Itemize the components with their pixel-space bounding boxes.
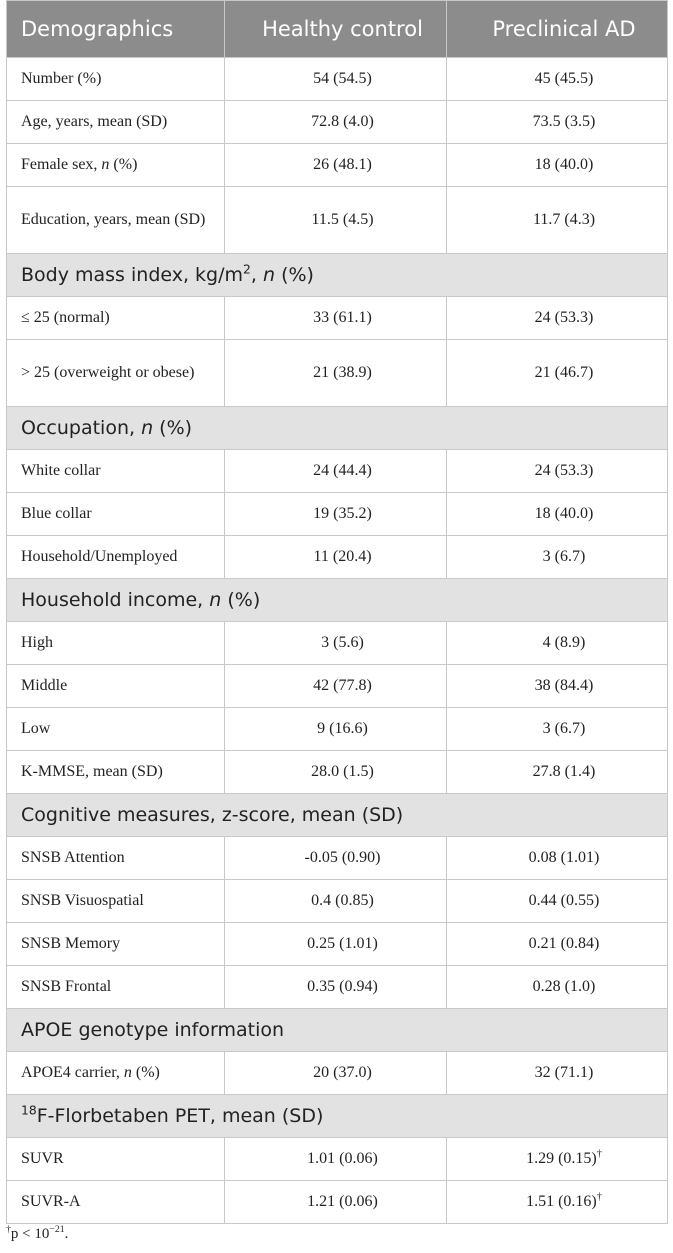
healthy-control-value: 11.5 (4.5) [225,187,447,254]
label-text: (%) [109,156,138,173]
table-footnote [6,1226,68,1243]
preclinical-ad-value: 45 (45.5) [447,58,668,101]
footnote-text: p < 10 [10,1226,50,1242]
superscript: 18 [21,1103,37,1118]
section-row-pet [7,1095,668,1138]
row-label: High [7,622,225,665]
section-title [7,579,668,622]
table-row [7,665,668,708]
row-label: SNSB Frontal [7,966,225,1009]
section-text: Household income, [21,589,210,611]
section-title: Cognitive measures, z-score, mean (SD) [7,794,668,837]
table-row [7,101,668,144]
dagger-mark: † [596,1148,602,1160]
table-row [7,297,668,340]
healthy-control-value: 0.4 (0.85) [225,880,447,923]
row-label: ≤ 25 (normal) [7,297,225,340]
header-preclinical-ad: Preclinical AD [447,1,668,58]
preclinical-ad-value: 3 (6.7) [447,708,668,751]
preclinical-ad-value: 21 (46.7) [447,340,668,407]
section-title [7,1095,668,1138]
table-row [7,923,668,966]
healthy-control-value: 26 (48.1) [225,144,447,187]
section-text: , [250,264,263,286]
section-italic-n: n [262,264,276,286]
table-row [7,58,668,101]
preclinical-ad-value: 0.08 (1.01) [447,837,668,880]
table-row [7,1181,668,1224]
table-row [7,966,668,1009]
label-italic-n: n [123,1064,132,1081]
section-row-bmi [7,254,668,297]
preclinical-ad-value [447,1181,668,1224]
section-italic-n: n [209,589,222,611]
row-label: SUVR [7,1138,225,1181]
preclinical-ad-value [447,1138,668,1181]
header-healthy-control: Healthy control [225,1,447,58]
preclinical-ad-value: 0.28 (1.0) [447,966,668,1009]
dagger-mark: † [6,1224,11,1235]
section-title [7,407,668,450]
healthy-control-value: 3 (5.6) [225,622,447,665]
table-row [7,536,668,579]
section-row-occupation [7,407,668,450]
preclinical-ad-value: 24 (53.3) [447,450,668,493]
preclinical-ad-value: 11.7 (4.3) [447,187,668,254]
demographics-table [6,0,668,1224]
section-title: APOE genotype information [7,1009,668,1052]
preclinical-ad-value: 24 (53.3) [447,297,668,340]
row-label: SNSB Visuospatial [7,880,225,923]
table-row [7,1138,668,1181]
section-title [7,254,668,297]
healthy-control-value: 9 (16.6) [225,708,447,751]
row-label: Number (%) [7,58,225,101]
row-label: Blue collar [7,493,225,536]
healthy-control-value: 28.0 (1.5) [225,751,447,794]
healthy-control-value: 0.25 (1.01) [225,923,447,966]
healthy-control-value: 1.01 (0.06) [225,1138,447,1181]
section-text: (%) [153,417,193,439]
value-text: 1.29 (0.15) [526,1150,597,1167]
footnote-text: . [64,1226,69,1242]
healthy-control-value: 20 (37.0) [225,1052,447,1095]
section-row-cognitive [7,794,668,837]
table-row [7,187,668,254]
row-label: Household/Unemployed [7,536,225,579]
healthy-control-value: 19 (35.2) [225,493,447,536]
section-text: (%) [221,589,261,611]
row-label: Age, years, mean (SD) [7,101,225,144]
row-label: SNSB Memory [7,923,225,966]
healthy-control-value: -0.05 (0.90) [225,837,447,880]
table-row [7,622,668,665]
preclinical-ad-value: 18 (40.0) [447,493,668,536]
dagger-mark: † [596,1191,602,1203]
section-text: (%) [275,264,314,286]
preclinical-ad-value: 18 (40.0) [447,144,668,187]
healthy-control-value: 54 (54.5) [225,58,447,101]
table-row [7,880,668,923]
table-row [7,1052,668,1095]
table-row [7,708,668,751]
row-label [7,1052,225,1095]
section-text: Occupation, [21,417,142,439]
row-label: Education, years, mean (SD) [7,187,225,254]
healthy-control-value: 33 (61.1) [225,297,447,340]
superscript: 2 [243,262,251,277]
preclinical-ad-value: 38 (84.4) [447,665,668,708]
section-row-apoe [7,1009,668,1052]
preclinical-ad-value: 27.8 (1.4) [447,751,668,794]
healthy-control-value: 42 (77.8) [225,665,447,708]
footnote-exponent: −21 [49,1224,65,1235]
healthy-control-value: 0.35 (0.94) [225,966,447,1009]
healthy-control-value: 24 (44.4) [225,450,447,493]
preclinical-ad-value: 4 (8.9) [447,622,668,665]
table-header-row [7,1,668,58]
table-row [7,340,668,407]
healthy-control-value: 1.21 (0.06) [225,1181,447,1224]
row-label [7,144,225,187]
preclinical-ad-value: 73.5 (3.5) [447,101,668,144]
row-label: > 25 (overweight or obese) [7,340,225,407]
value-text: 1.51 (0.16) [526,1193,597,1210]
header-demographics: Demographics [7,1,225,58]
table-row [7,751,668,794]
row-label: K-MMSE, mean (SD) [7,751,225,794]
preclinical-ad-value: 3 (6.7) [447,536,668,579]
section-text: Body mass index, kg/m [21,264,244,286]
preclinical-ad-value: 32 (71.1) [447,1052,668,1095]
section-italic-n: n [141,417,154,439]
table-row [7,493,668,536]
row-label: SUVR-A [7,1181,225,1224]
label-text: (%) [131,1064,160,1081]
preclinical-ad-value: 0.44 (0.55) [447,880,668,923]
healthy-control-value: 11 (20.4) [225,536,447,579]
healthy-control-value: 21 (38.9) [225,340,447,407]
section-text: F-Florbetaben PET, mean (SD) [36,1105,324,1127]
table-row [7,144,668,187]
row-label: White collar [7,450,225,493]
table-row [7,837,668,880]
row-label: Middle [7,665,225,708]
row-label: SNSB Attention [7,837,225,880]
healthy-control-value: 72.8 (4.0) [225,101,447,144]
label-text: APOE4 carrier, [21,1064,124,1081]
section-row-income [7,579,668,622]
table-row [7,450,668,493]
label-text: Female sex, [21,156,102,173]
preclinical-ad-value: 0.21 (0.84) [447,923,668,966]
row-label: Low [7,708,225,751]
label-italic-n: n [101,156,110,173]
